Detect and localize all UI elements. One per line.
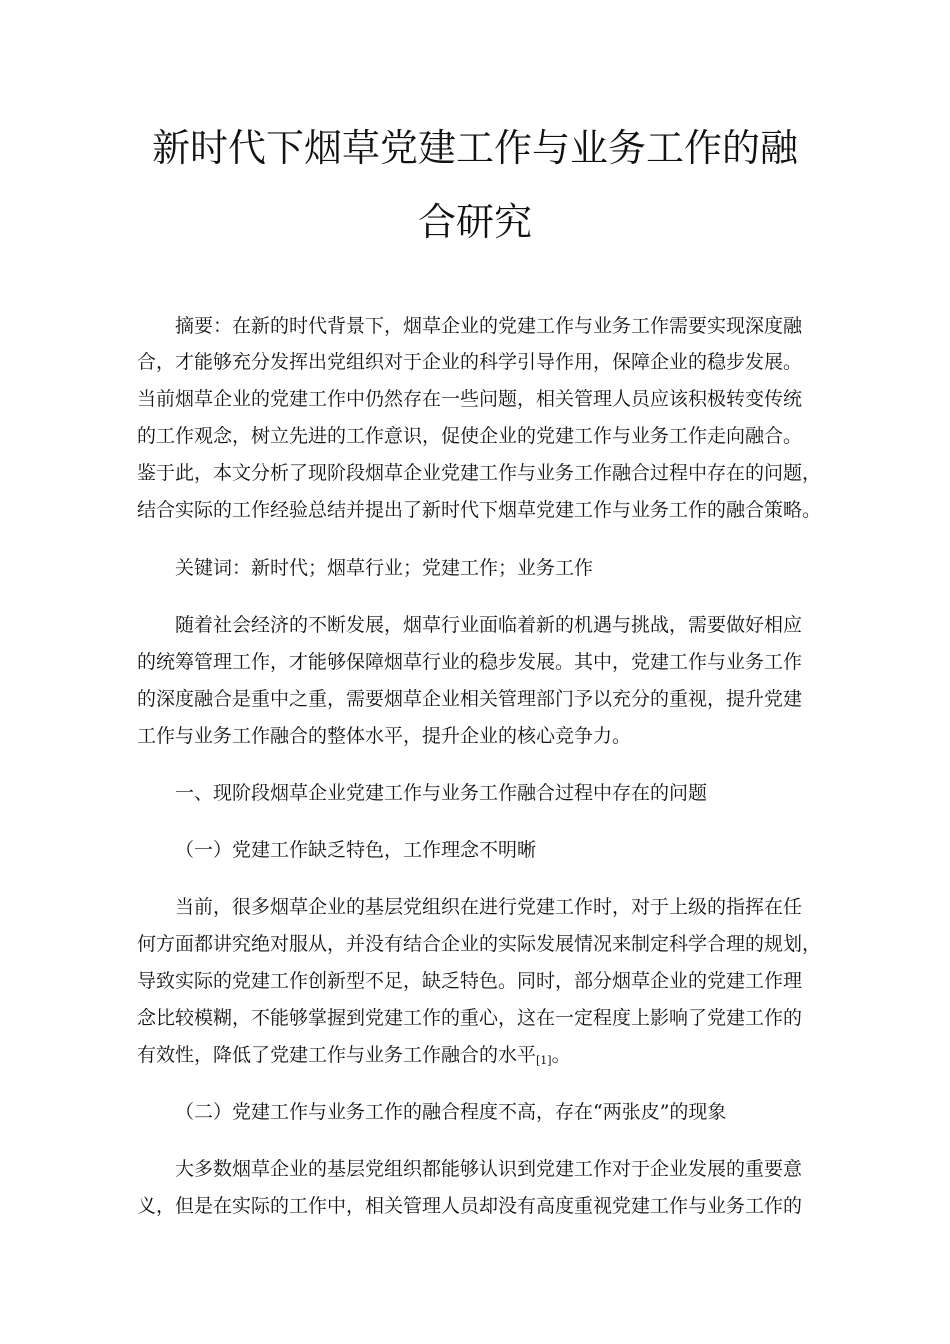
citation-reference: [1] (536, 1054, 552, 1067)
paragraph-end-punctuation: 。 (551, 1044, 571, 1066)
paragraph-line: 当前，很多烟草企业的基层党组织在进行党建工作时，对于上级的指挥在任 (175, 896, 803, 918)
paragraph-line: 念比较模糊，不能够掌握到党建工作的重心，这在一定程度上影响了党建工作的 (137, 1007, 803, 1029)
keywords: 关键词：新时代；烟草行业；党建工作；业务工作 (175, 557, 594, 579)
paragraph-line: 何方面都讲究绝对服从，并没有结合企业的实际发展情况来制定科学合理的规划， (137, 933, 822, 955)
document-title-line-1: 新时代下烟草党建工作与业务工作的融 (151, 126, 798, 170)
subsection-heading: （二）党建工作与业务工作的融合程度不高，存在“两张皮”的现象 (175, 1101, 727, 1123)
intro-line: 的统筹管理工作，才能够保障烟草行业的稳步发展。其中，党建工作与业务工作 (137, 651, 803, 673)
document-title-line-2: 合研究 (417, 200, 532, 244)
intro-line: 的深度融合是重中之重，需要烟草企业相关管理部门予以充分的重视，提升党建 (137, 688, 803, 710)
intro-line: 工作与业务工作融合的整体水平，提升企业的核心竞争力。 (137, 725, 632, 747)
intro-line: 随着社会经济的不断发展，烟草行业面临着新的机遇与挑战，需要做好相应 (175, 614, 803, 636)
abstract-line: 当前烟草企业的党建工作中仍然存在一些问题，相关管理人员应该积极转变传统 (137, 388, 803, 410)
abstract-line: 的工作观念，树立先进的工作意识，促使企业的党建工作与业务工作走向融合。 (137, 425, 803, 447)
abstract-line: 合，才能够充分发挥出党组织对于企业的科学引导作用，保障企业的稳步发展。 (137, 351, 803, 373)
paragraph-line: 大多数烟草企业的基层党组织都能够认识到党建工作对于企业发展的重要意 (175, 1158, 803, 1180)
paragraph-line: 导致实际的党建工作创新型不足，缺乏特色。同时，部分烟草企业的党建工作理 (137, 970, 803, 992)
abstract-line: 鉴于此，本文分析了现阶段烟草企业党建工作与业务工作融合过程中存在的问题， (137, 462, 822, 484)
abstract-line: 结合实际的工作经验总结并提出了新时代下烟草党建工作与业务工作的融合策略。 (137, 499, 822, 521)
paragraph-line: 义，但是在实际的工作中，相关管理人员却没有高度重视党建工作与业务工作的 (137, 1195, 803, 1217)
paragraph-last-line (137, 1044, 571, 1072)
section-heading: 一、现阶段烟草企业党建工作与业务工作融合过程中存在的问题 (175, 782, 708, 804)
paragraph-text: 有效性，降低了党建工作与业务工作融合的水平 (137, 1044, 537, 1066)
abstract-line: 摘要：在新的时代背景下，烟草企业的党建工作与业务工作需要实现深度融 (175, 315, 803, 337)
subsection-heading: （一）党建工作缺乏特色，工作理念不明晰 (175, 839, 537, 861)
